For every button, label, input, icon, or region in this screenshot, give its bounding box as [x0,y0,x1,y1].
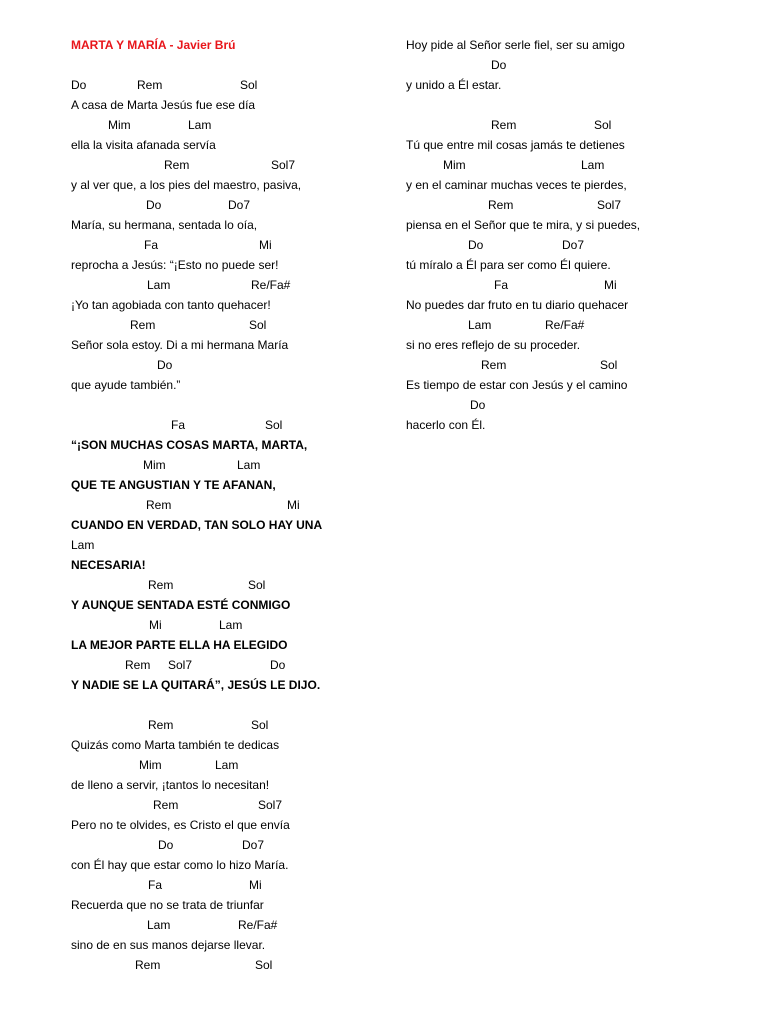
chord: Do [491,58,507,72]
chord: Lam [147,278,171,292]
lyric-line: que ayude también.” [71,378,181,392]
chord: Do [71,78,87,92]
chord-line [71,715,391,735]
chord: Rem [137,78,163,92]
chord-line [71,875,391,895]
chord: Rem [125,658,151,672]
chord: Mi [149,618,162,632]
lyric-line: tú míralo a Él para ser como Él quiere. [406,258,611,272]
chord-line [71,575,391,595]
chord: Fa [144,238,159,252]
blank-line [406,95,746,115]
chord: Re/Fa# [238,918,278,932]
chord-line [406,235,746,255]
chord: Do7 [242,838,265,852]
chord: Do [270,658,286,672]
chord-line [71,655,391,675]
lyric-line: de lleno a servir, ¡tantos lo necesitan! [71,778,270,792]
chord-line [71,355,391,375]
chord-line [71,835,391,855]
chord: Rem [491,118,517,132]
chorus-lyric-line: LA MEJOR PARTE ELLA HA ELEGIDO [71,638,288,652]
chord-line [406,115,746,135]
chord: Fa [171,418,186,432]
chord: Do [468,238,484,252]
lyric-line: sino de en sus manos dejarse llevar. [71,938,266,952]
chord-line [406,195,746,215]
chord: Lam [581,158,605,172]
lyric-line: con Él hay que estar como lo hizo María. [71,858,289,872]
chord: Lam [215,758,239,772]
lyric-line: ella la visita afanada servía [71,138,216,152]
chord-line [71,795,391,815]
blank-line [71,395,391,415]
chord: Sol [249,318,267,332]
chord: Sol [265,418,283,432]
chord: Do [157,358,173,372]
chord: Mim [108,118,131,132]
lyric-line: Es tiempo de estar con Jesús y el camino [406,378,628,392]
chorus-lyric-line: Y NADIE SE LA QUITARÁ”, JESÚS LE DIJO. [71,678,321,692]
lyric-line: y en el caminar muchas veces te pierdes, [406,178,627,192]
chord: Lam [219,618,243,632]
chord: Mi [259,238,272,252]
lyric-line: hacerlo con Él. [406,418,486,432]
lyric-line: Hoy pide al Señor serle fiel, ser su amigo [406,38,625,52]
right-column [406,35,746,435]
chord-line [71,535,391,555]
chord: Mim [139,758,162,772]
chord: Lam [237,458,261,472]
chord-line [406,395,746,415]
chord: Do [146,198,162,212]
chord-line [406,155,746,175]
chord: Sol7 [271,158,296,172]
chorus-lyric-line: Y AUNQUE SENTADA ESTÉ CONMIGO [71,598,291,612]
chord: Sol7 [258,798,283,812]
chord: Rem [148,578,174,592]
chord: Rem [488,198,514,212]
left-column [71,35,391,975]
chord: Fa [494,278,509,292]
chorus-lyric-line: CUANDO EN VERDAD, TAN SOLO HAY UNA [71,518,323,532]
lyric-line: No puedes dar fruto en tu diario quehacer [406,298,629,312]
chord-line [71,955,391,975]
chord: Sol7 [168,658,193,672]
chord-line [406,55,746,75]
chord: Fa [148,878,163,892]
blank-line [71,695,391,715]
chorus-lyric-line: NECESARIA! [71,558,146,572]
chord: Rem [146,498,172,512]
chord-line [71,275,391,295]
chord: Mim [443,158,466,172]
chord-line [71,115,391,135]
chord: Rem [130,318,156,332]
song-title: MARTA Y MARÍA - Javier Brú [71,38,236,52]
lyric-line: y unido a Él estar. [406,78,502,92]
chord: Re/Fa# [251,278,291,292]
lyric-line: y al ver que, a los pies del maestro, pasiva, [71,178,302,192]
lyric-line: si no eres reflejo de su proceder. [406,338,581,352]
chord: Rem [135,958,161,972]
blank-line [71,55,391,75]
lyric-line: piensa en el Señor que te mira, y si puedes, [406,218,641,232]
chord: Lam [147,918,171,932]
chord: Rem [164,158,190,172]
chord: Rem [153,798,179,812]
chord: Sol [251,718,269,732]
chord-line [71,315,391,335]
lyric-line: Quizás como Marta también te dedicas [71,738,280,752]
chord: Do7 [228,198,251,212]
lyric-line: reprocha a Jesús: “¡Esto no puede ser! [71,258,279,272]
chord-line [71,235,391,255]
chord: Do [470,398,486,412]
chord-line [406,315,746,335]
lyric-line: Pero no te olvides, es Cristo el que envía [71,818,290,832]
chord: Sol [594,118,612,132]
chord-line [71,195,391,215]
chord: Sol [255,958,273,972]
lyric-line: María, su hermana, sentada lo oía, [71,218,258,232]
chord: Rem [481,358,507,372]
chord: Sol [248,578,266,592]
chorus-lyric-line: “¡SON MUCHAS COSAS MARTA, MARTA, [71,438,308,452]
lyric-line: A casa de Marta Jesús fue ese día [71,98,256,112]
lyric-line: ¡Yo tan agobiada con tanto quehacer! [71,298,271,312]
chord: Mim [143,458,166,472]
lyric-line: Señor sola estoy. Di a mi hermana María [71,338,289,352]
chord: Re/Fa# [545,318,585,332]
chord: Lam [71,538,95,552]
chord: Mi [287,498,300,512]
chord: Lam [468,318,492,332]
chord-line [406,355,746,375]
lyric-line: Tú que entre mil cosas jamás te detienes [406,138,625,152]
chorus-lyric-line: QUE TE ANGUSTIAN Y TE AFANAN, [71,478,276,492]
chord: Do7 [562,238,585,252]
chord-line [71,495,391,515]
chord: Mi [604,278,617,292]
chord: Rem [148,718,174,732]
chord-line [71,155,391,175]
chord-line [71,755,391,775]
chord: Lam [188,118,212,132]
chord: Sol7 [597,198,622,212]
chord-line [71,415,391,435]
chord: Mi [249,878,262,892]
chord-line [71,455,391,475]
chord-line [71,75,391,95]
chord: Sol [240,78,258,92]
lyric-line: Recuerda que no se trata de triunfar [71,898,264,912]
chord: Sol [600,358,618,372]
chord-line [406,275,746,295]
chord: Do [158,838,174,852]
chord-line [71,915,391,935]
chord-line [71,615,391,635]
